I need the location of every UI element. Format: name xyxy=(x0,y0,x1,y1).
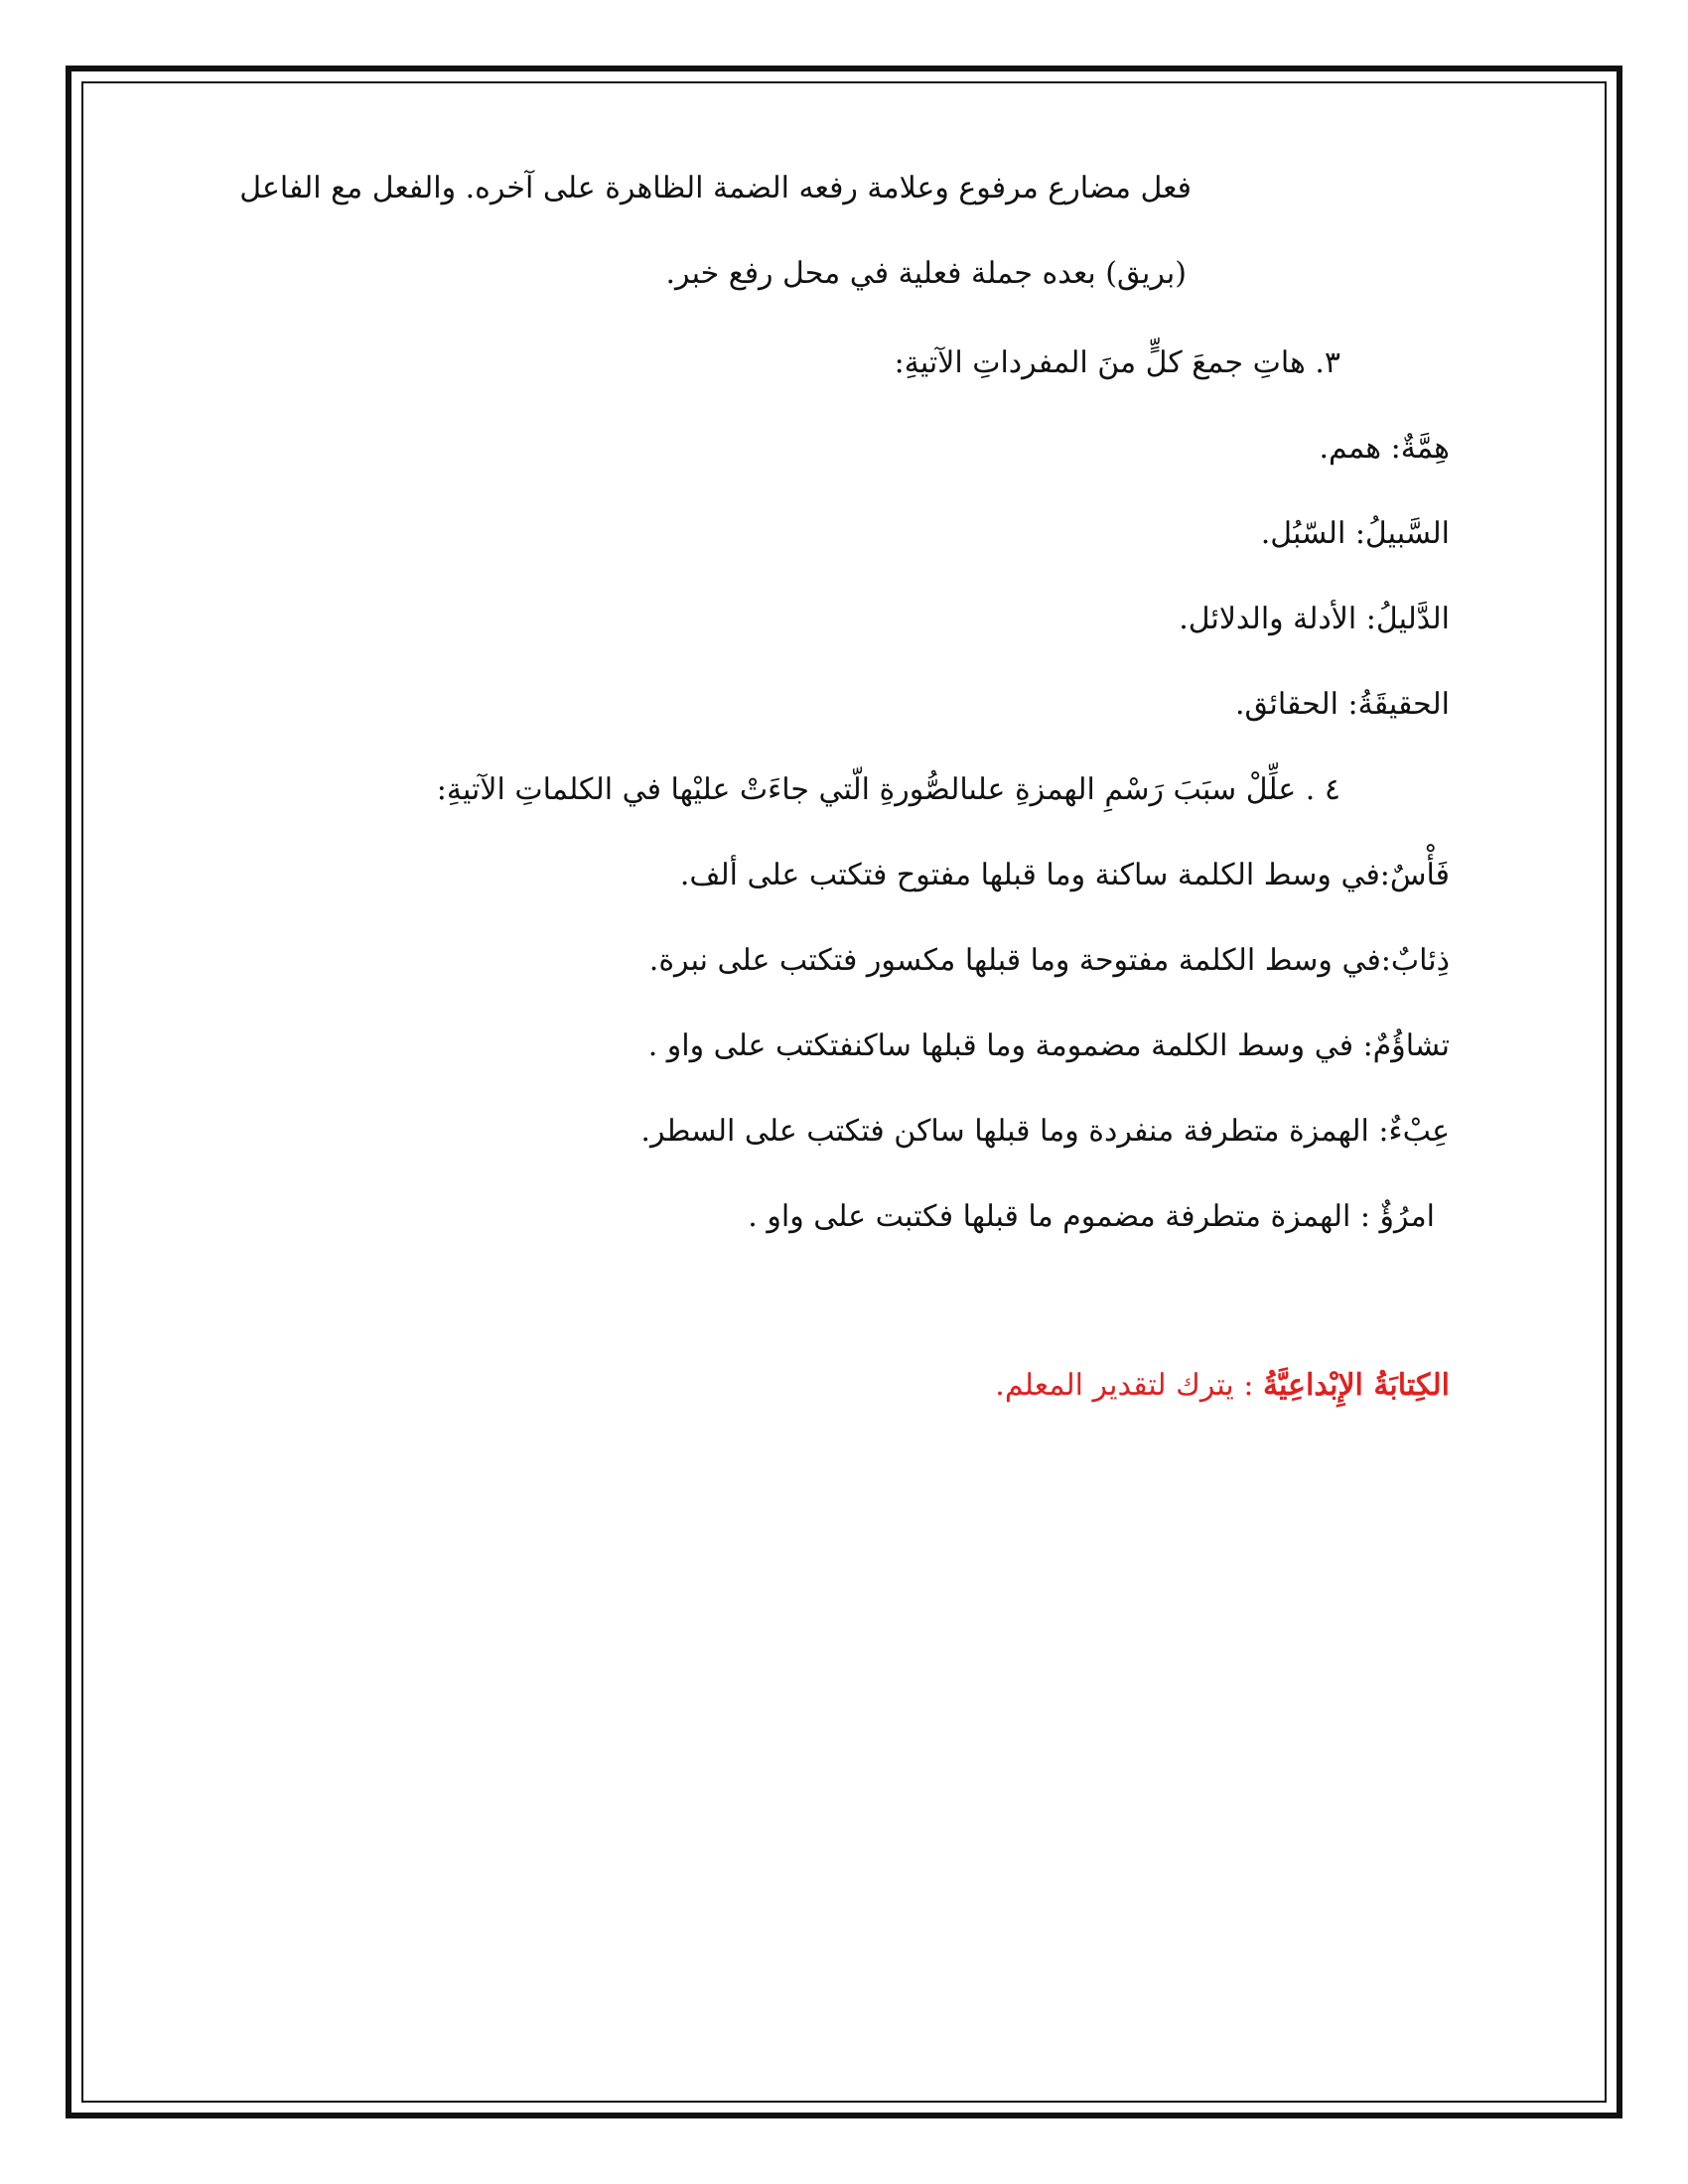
answer-ibe: عِبْءٌ: الهمزة متطرفة منفردة وما قبلها ساكن فتكتب على السطر. xyxy=(640,1114,1450,1149)
creative-writing-heading: الكِتابَةُ الإِبْداعِيَّةُ xyxy=(1262,1368,1450,1403)
answer-sabil: السَّبيلُ: السّبُل. xyxy=(1260,516,1450,551)
page-border xyxy=(66,66,1622,2118)
page-border-inner xyxy=(81,81,1607,2103)
answer-dhiab: ذِئابٌ:في وسط الكلمة مفتوحة وما قبلها مكسور فتكتب على نبرة. xyxy=(648,943,1450,978)
creative-writing-note: : يترك لتقدير المعلم. xyxy=(995,1368,1263,1403)
answer-haqiqa: الحقيقَةُ: الحقائق. xyxy=(1234,687,1450,722)
answer-imru: امرُؤٌ : الهمزة متطرفة مضموم ما قبلها فكتبت على واو . xyxy=(748,1199,1435,1234)
creative-writing-line xyxy=(995,1364,1450,1408)
question-4-heading: ٤ . علِّلْ سبَبَ رَسْمِ الهمزةِ علىالصُّورةِ الّتي جاءَتْ عليْها في الكلماتِ الآتيةِ: xyxy=(436,772,1340,807)
answer-dalil: الدَّليلُ: الأدلة والدلائل. xyxy=(1179,602,1450,636)
answer-tashaum: تشاؤُمٌ: في وسط الكلمة مضمومة وما قبلها ساكنفتكتب على واو . xyxy=(647,1028,1450,1063)
answer-himma: هِمَّةٌ: همم. xyxy=(1319,431,1450,466)
question-3-heading: ٣. هاتِ جمعَ كلٍّ منَ المفرداتِ الآتيةِ: xyxy=(894,345,1340,380)
text-line-2: (بريق) بعده جملة فعلية في محل رفع خبر. xyxy=(665,256,1187,291)
text-line-1: فعل مضارع مرفوع وعلامة رفعه الضمة الظاهرة على آخره. والفعل مع الفاعل xyxy=(239,171,1192,205)
answer-fas: فَأْسٌ:في وسط الكلمة ساكنة وما قبلها مفتوح فتكتب على ألف. xyxy=(679,858,1450,892)
